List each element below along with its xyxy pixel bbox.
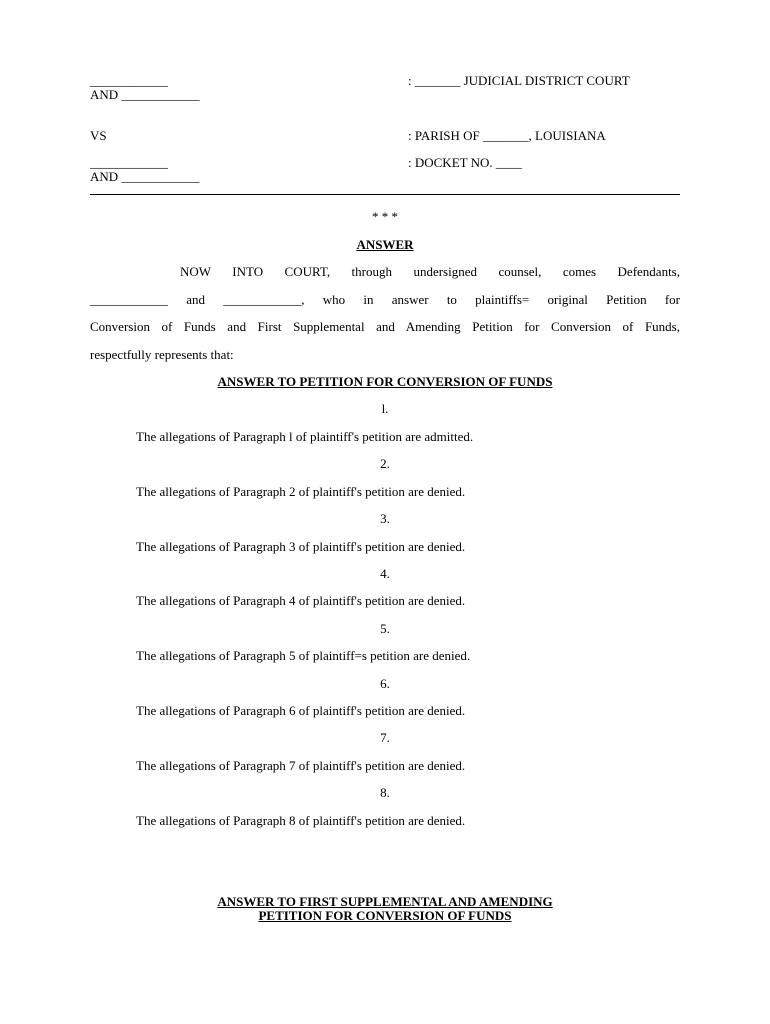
caption-party-blank-1: ____________: [90, 73, 168, 88]
paragraph-number: 5.: [380, 621, 390, 636]
caption-divider: [90, 194, 680, 195]
paragraph-number: 2.: [380, 456, 390, 471]
caption-vs: VS: [90, 128, 107, 143]
paragraph-text: The allegations of Paragraph l of plaintiff's petition are admitted.: [136, 429, 474, 444]
paragraph-text: The allegations of Paragraph 8 of plaintiff's petition are denied.: [136, 813, 466, 828]
intro-line-2: ____________ and ____________, who in answer to plaintiffs= original Petition for: [90, 292, 680, 307]
paragraph-text: The allegations of Paragraph 3 of plaintiff's petition are denied.: [136, 539, 466, 554]
paragraph-number: l.: [381, 401, 389, 416]
paragraph-text: The allegations of Paragraph 7 of plaintiff's petition are denied.: [136, 758, 466, 773]
paragraph-text: The allegations of Paragraph 6 of plaintiff's petition are denied.: [136, 703, 466, 718]
intro-line-3: Conversion of Funds and First Supplemental and Amending Petition for Conversion of Funds,: [90, 319, 680, 334]
caption-party-and-2: AND ____________: [90, 169, 200, 184]
paragraph-number: 4.: [380, 566, 390, 581]
paragraph-text: The allegations of Paragraph 5 of plaintiff=s petition are denied.: [136, 648, 471, 663]
section-heading-supplemental-1: ANSWER TO FIRST SUPPLEMENTAL AND AMENDING: [217, 894, 553, 909]
caption-court: : _______ JUDICIAL DISTRICT COURT: [408, 73, 630, 88]
separator-stars: * * *: [372, 209, 398, 224]
paragraph-number: 3.: [380, 511, 390, 526]
caption-parish: : PARISH OF _______, LOUISIANA: [408, 128, 606, 143]
caption-party-and-1: AND ____________: [90, 87, 200, 102]
section-heading-supplemental-2: PETITION FOR CONVERSION OF FUNDS: [258, 908, 512, 923]
paragraph-number: 6.: [380, 676, 390, 691]
paragraph-number: 7.: [380, 730, 390, 745]
intro-line-4: respectfully represents that:: [90, 347, 234, 362]
paragraph-text: The allegations of Paragraph 4 of plaintiff's petition are denied.: [136, 593, 466, 608]
section-heading-petition: ANSWER TO PETITION FOR CONVERSION OF FUNDS: [217, 374, 553, 389]
caption-docket: : DOCKET NO. ____: [408, 155, 522, 170]
document-title: ANSWER: [356, 237, 414, 252]
paragraph-number: 8.: [380, 785, 390, 800]
intro-line-1: NOW INTO COURT, through undersigned counsel, comes Defendants,: [180, 264, 680, 279]
caption-party-blank-2: ____________: [90, 155, 168, 170]
paragraph-text: The allegations of Paragraph 2 of plaintiff's petition are denied.: [136, 484, 466, 499]
